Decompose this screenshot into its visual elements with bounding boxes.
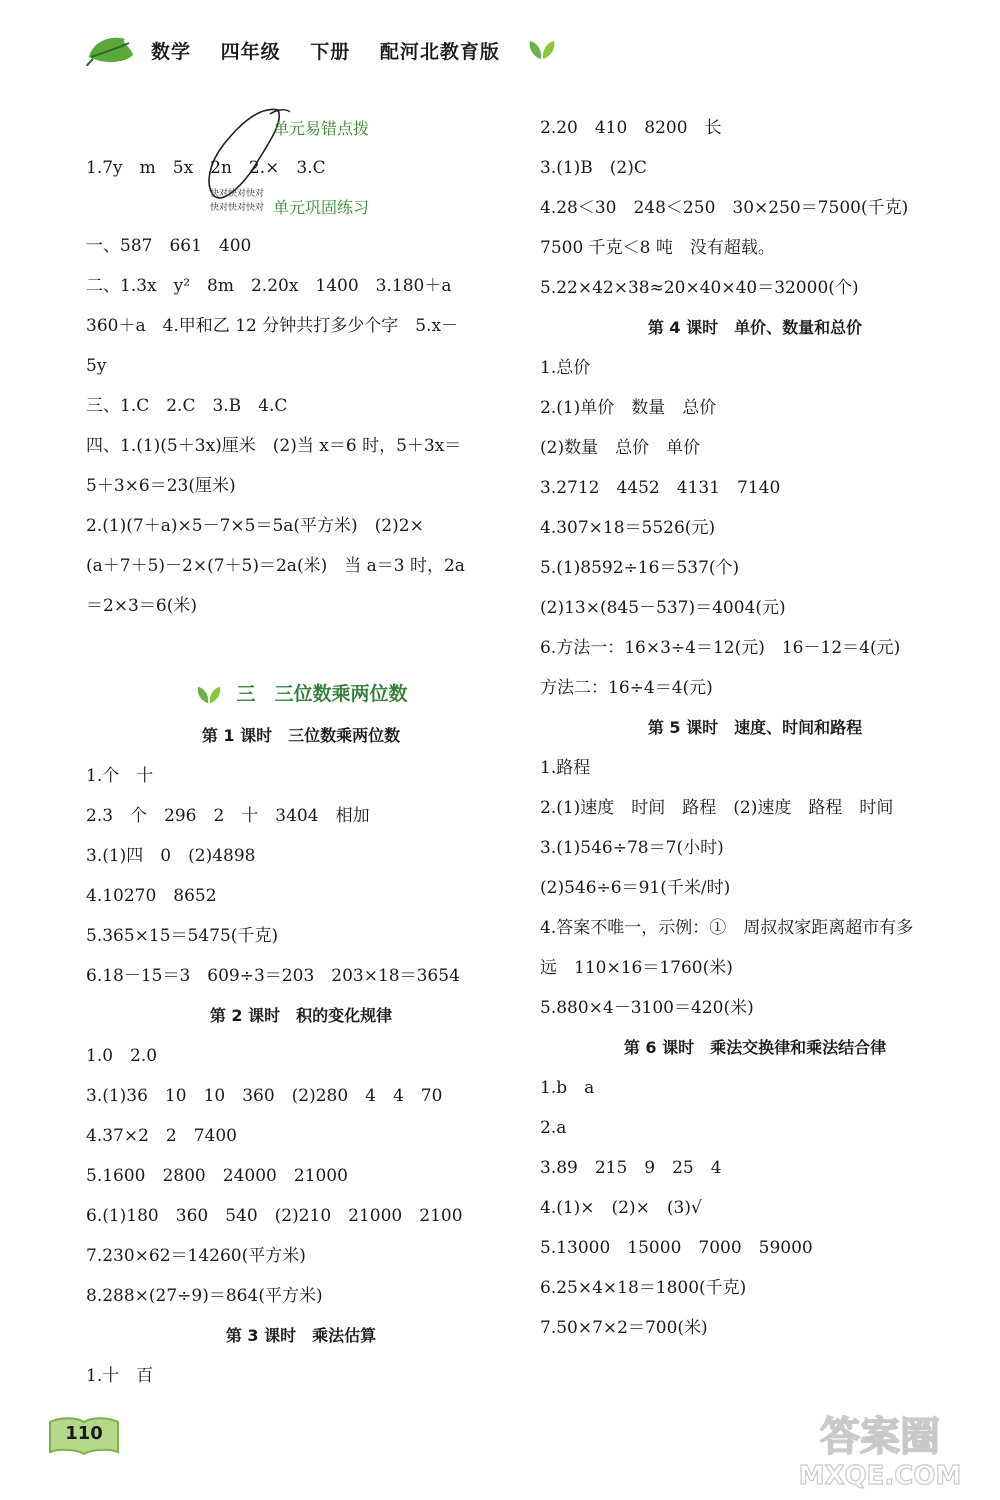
lesson-6-line: 6.25×4×18＝1800(千克)	[540, 1278, 747, 1298]
lesson-2-line: 1.0 2.0	[86, 1046, 158, 1066]
lesson-4-line: (2)数量 总价 单价	[540, 438, 701, 458]
practice-line: 四、1.(1)(5＋3x)厘米 (2)当 x＝6 时，5＋3x＝	[86, 436, 462, 456]
header-title	[151, 37, 522, 64]
lesson-5-line: 5.880×4－3100＝420(米)	[540, 998, 754, 1018]
lesson-5-answers	[540, 748, 970, 1028]
lesson-1-line: 5.365×15＝5475(千克)	[86, 926, 279, 946]
watermark-logo	[770, 1402, 990, 1492]
practice-line: 一、587 661 400	[86, 236, 252, 256]
lesson-5-line: 2.(1)速度 时间 路程 (2)速度 路程 时间	[540, 798, 894, 818]
right-column	[540, 108, 970, 1348]
lesson-4-title: 第 4 课时 单价、数量和总价	[647, 318, 863, 337]
lesson-4-line: (2)13×(845－537)＝4004(元)	[540, 598, 786, 618]
practice-line: 三、1.C 2.C 3.B 4.C	[86, 396, 288, 416]
lesson-4-answers	[540, 348, 970, 708]
lesson-6-line: 4.(1)× (2)× (3)√	[540, 1198, 702, 1218]
chapter-title	[86, 672, 516, 716]
practice-line: 5y	[86, 356, 107, 376]
chapter-leaf-icon	[194, 685, 224, 705]
practice-line: 360＋a 4.甲和乙 12 分钟共打多少个字 5.x－	[86, 316, 459, 336]
lesson-4-line: 6.方法一：16×3÷4＝12(元) 16－12＝4(元)	[540, 638, 901, 658]
errors-answer-line: 1.7y m 5x 2n 2.× 3.C	[86, 158, 326, 178]
lesson-3-cont-line: 3.(1)B (2)C	[540, 158, 647, 178]
lesson-4-line: 3.2712 4452 4131 7140	[540, 478, 781, 498]
section-practice-title: 单元巩固练习	[272, 198, 369, 217]
lesson-2-line: 3.(1)36 10 10 360 (2)280 4 4 70	[86, 1086, 443, 1106]
lesson-2-line: 6.(1)180 360 540 (2)210 21000 2100	[86, 1206, 463, 1226]
lesson-2-line: 7.230×62＝14260(平方米)	[86, 1246, 306, 1266]
left-column	[86, 112, 516, 1396]
header-edition: 配河北教育版	[379, 40, 500, 63]
lesson-6-line: 2.a	[540, 1118, 567, 1138]
lesson-6-answers	[540, 1068, 970, 1348]
lesson-2-line: 8.288×(27÷9)＝864(平方米)	[86, 1286, 323, 1306]
lesson-3-cont-line: 7500 千克＜8 吨 没有超载。	[540, 238, 775, 258]
lesson-5-line: 3.(1)546÷78＝7(小时)	[540, 838, 724, 858]
lesson-4-line: 方法二：16÷4＝4(元)	[540, 678, 713, 698]
lesson-4-line: 2.(1)单价 数量 总价	[540, 398, 717, 418]
lesson-3-cont-line: 4.28＜30 248＜250 30×250＝7500(千克)	[540, 198, 909, 218]
chapter-title-text: 三 三位数乘两位数	[236, 683, 408, 705]
lesson-3-cont-line: 5.22×42×38≈20×40×40＝32000(个)	[540, 278, 859, 298]
lesson-5-line: 远 110×16＝1760(米)	[540, 958, 733, 978]
lesson-1-line: 6.18－15＝3 609÷3＝203 203×18＝3654	[86, 966, 460, 986]
lesson-6-line: 7.50×7×2＝700(米)	[540, 1318, 708, 1338]
lesson-1-line: 1.个 十	[86, 766, 154, 786]
lesson-6-line: 1.b a	[540, 1078, 595, 1098]
lesson-1-line: 4.10270 8652	[86, 886, 217, 906]
lesson-5-line: 1.路程	[540, 758, 591, 778]
lesson-6-line: 3.89 215 9 25 4	[540, 1158, 722, 1178]
page-number: 110	[65, 1423, 103, 1444]
lesson-5-line: (2)546÷6＝91(千米/时)	[540, 878, 731, 898]
practice-line: 二、1.3x y² 8m 2.20x 1400 3.180＋a	[86, 276, 452, 296]
handwritten-note-1: 快对快对快对	[210, 189, 265, 199]
leaf-logo-icon	[85, 33, 137, 67]
lesson-2-answers	[86, 1036, 516, 1316]
lesson-1-answers	[86, 756, 516, 996]
lesson-5-title: 第 5 课时 速度、时间和路程	[647, 718, 863, 737]
lesson-4-line: 5.(1)8592÷16＝537(个)	[540, 558, 740, 578]
svg-text:答案圈: 答案圈	[820, 1414, 940, 1460]
svg-text:MXQE.COM: MXQE.COM	[798, 1461, 962, 1491]
lesson-4-line: 1.总价	[540, 358, 591, 378]
lesson-1-line: 2.3 个 296 2 十 3404 相加	[86, 806, 370, 826]
handwritten-note-2: 快对快对快对	[210, 203, 265, 213]
header-subject: 数学	[151, 40, 192, 63]
lesson-2-line: 5.1600 2800 24000 21000	[86, 1166, 348, 1186]
lesson-2-line: 4.37×2 2 7400	[86, 1126, 237, 1146]
lesson-3-line: 1.十 百	[86, 1366, 154, 1386]
page-header	[85, 30, 558, 70]
lesson-3-title: 第 3 课时 乘法估算	[225, 1326, 377, 1345]
section-errors-title: 单元易错点拨	[272, 119, 369, 138]
header-grade: 四年级	[220, 40, 281, 63]
practice-line: (a＋7＋5)－2×(7＋5)＝2a(米) 当 a＝3 时，2a	[86, 556, 465, 576]
lesson-6-title: 第 6 课时 乘法交换律和乘法结合律	[623, 1038, 887, 1057]
lesson-6-line: 5.13000 15000 7000 59000	[540, 1238, 813, 1258]
lesson-2-title: 第 2 课时 积的变化规律	[209, 1006, 393, 1025]
twin-leaf-icon	[526, 39, 558, 61]
lesson-3-answers	[86, 1356, 516, 1396]
lesson-1-line: 3.(1)四 0 (2)4898	[86, 846, 256, 866]
lesson-3-answers-cont	[540, 108, 970, 308]
practice-line: 2.(1)(7＋a)×5－7×5＝5a(平方米) (2)2×	[86, 516, 424, 536]
lesson-1-title: 第 1 课时 三位数乘两位数	[201, 726, 401, 745]
practice-line: 5＋3×6＝23(厘米)	[86, 476, 236, 496]
lesson-5-line: 4.答案不唯一，示例：① 周叔叔家距离超市有多	[540, 918, 914, 938]
header-volume: 下册	[310, 40, 351, 63]
lesson-3-cont-line: 2.20 410 8200 长	[540, 118, 722, 138]
practice-line: ＝2×3＝6(米)	[86, 596, 197, 616]
practice-answers	[86, 226, 516, 626]
lesson-4-line: 4.307×18＝5526(元)	[540, 518, 716, 538]
